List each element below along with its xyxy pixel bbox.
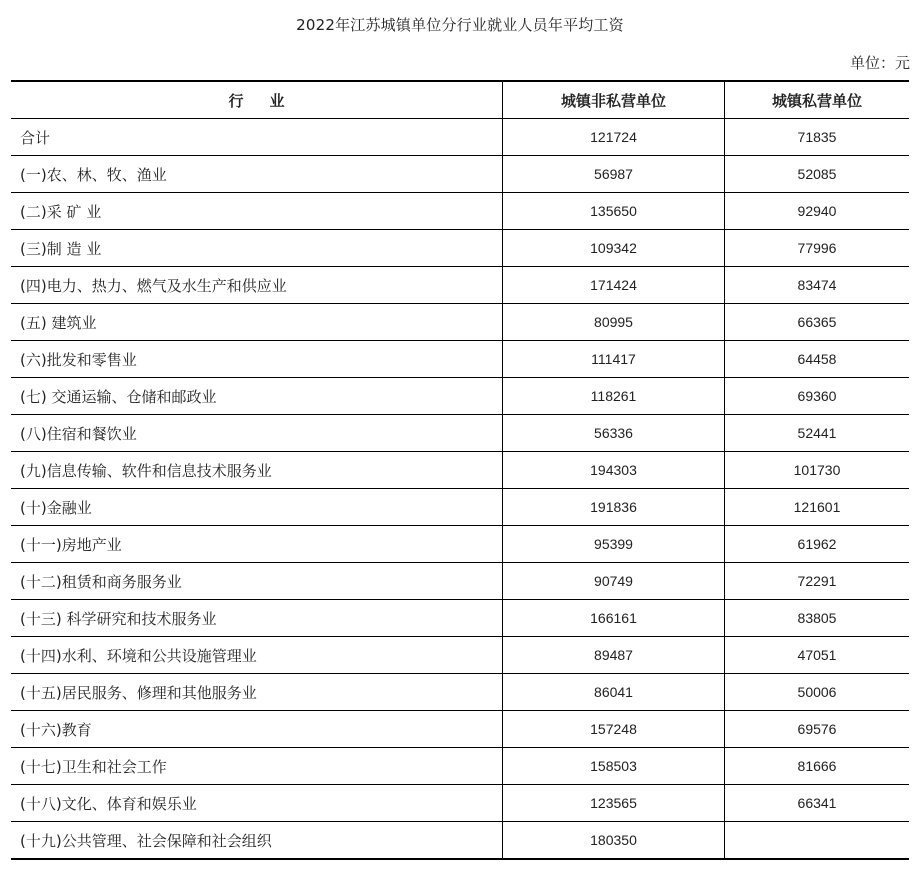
table-row [11, 637, 909, 674]
non-private-wage-cell: 111417 [503, 341, 725, 378]
industry-cell: (十)金融业 [11, 489, 503, 526]
non-private-wage-cell: 90749 [503, 563, 725, 600]
header-row [11, 81, 909, 119]
table-row [11, 156, 909, 193]
table-row [11, 415, 909, 452]
table-row [11, 563, 909, 600]
industry-cell: (十八)文化、体育和娱乐业 [11, 785, 503, 822]
industry-cell: (十一)房地产业 [11, 526, 503, 563]
table-row [11, 119, 909, 156]
non-private-wage-cell: 157248 [503, 711, 725, 748]
table-row [11, 711, 909, 748]
industry-cell: (三)制 造 业 [11, 230, 503, 267]
table-row [11, 489, 909, 526]
header-private: 城镇私营单位 [725, 81, 910, 119]
non-private-wage-cell: 89487 [503, 637, 725, 674]
non-private-wage-cell: 109342 [503, 230, 725, 267]
table-row [11, 822, 909, 860]
private-wage-cell: 61962 [725, 526, 910, 563]
table-row [11, 378, 909, 415]
private-wage-cell: 66365 [725, 304, 910, 341]
table-header [11, 81, 909, 119]
industry-cell: (九)信息传输、软件和信息技术服务业 [11, 452, 503, 489]
page-title: 2022年江苏城镇单位分行业就业人员年平均工资 [296, 16, 624, 34]
private-wage-cell: 52441 [725, 415, 910, 452]
non-private-wage-cell: 123565 [503, 785, 725, 822]
industry-cell: (八)住宿和餐饮业 [11, 415, 503, 452]
industry-cell: (十三) 科学研究和技术服务业 [11, 600, 503, 637]
non-private-wage-cell: 194303 [503, 452, 725, 489]
table-row [11, 193, 909, 230]
non-private-wage-cell: 180350 [503, 822, 725, 860]
non-private-wage-cell: 166161 [503, 600, 725, 637]
industry-cell: (七) 交通运输、仓储和邮政业 [11, 378, 503, 415]
private-wage-cell: 72291 [725, 563, 910, 600]
private-wage-cell: 69360 [725, 378, 910, 415]
non-private-wage-cell: 56336 [503, 415, 725, 452]
private-wage-cell: 101730 [725, 452, 910, 489]
table-row [11, 785, 909, 822]
table-row [11, 341, 909, 378]
industry-cell: (二)采 矿 业 [11, 193, 503, 230]
header-non-private: 城镇非私营单位 [503, 81, 725, 119]
industry-cell: 合计 [11, 119, 503, 156]
private-wage-cell: 47051 [725, 637, 910, 674]
private-wage-cell: 66341 [725, 785, 910, 822]
industry-cell: (十四)水利、环境和公共设施管理业 [11, 637, 503, 674]
non-private-wage-cell: 135650 [503, 193, 725, 230]
private-wage-cell: 83474 [725, 267, 910, 304]
non-private-wage-cell: 86041 [503, 674, 725, 711]
table-row [11, 452, 909, 489]
non-private-wage-cell: 95399 [503, 526, 725, 563]
non-private-wage-cell: 191836 [503, 489, 725, 526]
private-wage-cell: 83805 [725, 600, 910, 637]
industry-cell: (五) 建筑业 [11, 304, 503, 341]
private-wage-cell: 52085 [725, 156, 910, 193]
private-wage-cell: 71835 [725, 119, 910, 156]
private-wage-cell: 92940 [725, 193, 910, 230]
header-industry: 行业 [11, 81, 503, 119]
private-wage-cell: 77996 [725, 230, 910, 267]
industry-cell: (十二)租赁和商务服务业 [11, 563, 503, 600]
table-row [11, 600, 909, 637]
table-row [11, 267, 909, 304]
private-wage-cell: 50006 [725, 674, 910, 711]
table-row [11, 748, 909, 785]
private-wage-cell: 69576 [725, 711, 910, 748]
table-row [11, 230, 909, 267]
table-body [11, 119, 909, 860]
industry-cell: (十九)公共管理、社会保障和社会组织 [11, 822, 503, 860]
industry-cell: (六)批发和零售业 [11, 341, 503, 378]
table-row [11, 526, 909, 563]
industry-cell: (十六)教育 [11, 711, 503, 748]
industry-cell: (四)电力、热力、燃气及水生产和供应业 [11, 267, 503, 304]
non-private-wage-cell: 121724 [503, 119, 725, 156]
table-row [11, 674, 909, 711]
non-private-wage-cell: 171424 [503, 267, 725, 304]
private-wage-cell: 64458 [725, 341, 910, 378]
table-row [11, 304, 909, 341]
industry-cell: (十七)卫生和社会工作 [11, 748, 503, 785]
private-wage-cell [725, 822, 910, 860]
industry-cell: (一)农、林、牧、渔业 [11, 156, 503, 193]
non-private-wage-cell: 80995 [503, 304, 725, 341]
wage-table [11, 80, 909, 860]
non-private-wage-cell: 158503 [503, 748, 725, 785]
non-private-wage-cell: 118261 [503, 378, 725, 415]
private-wage-cell: 81666 [725, 748, 910, 785]
non-private-wage-cell: 56987 [503, 156, 725, 193]
industry-cell: (十五)居民服务、修理和其他服务业 [11, 674, 503, 711]
unit-label: 单位：元 [849, 54, 910, 72]
private-wage-cell: 121601 [725, 489, 910, 526]
